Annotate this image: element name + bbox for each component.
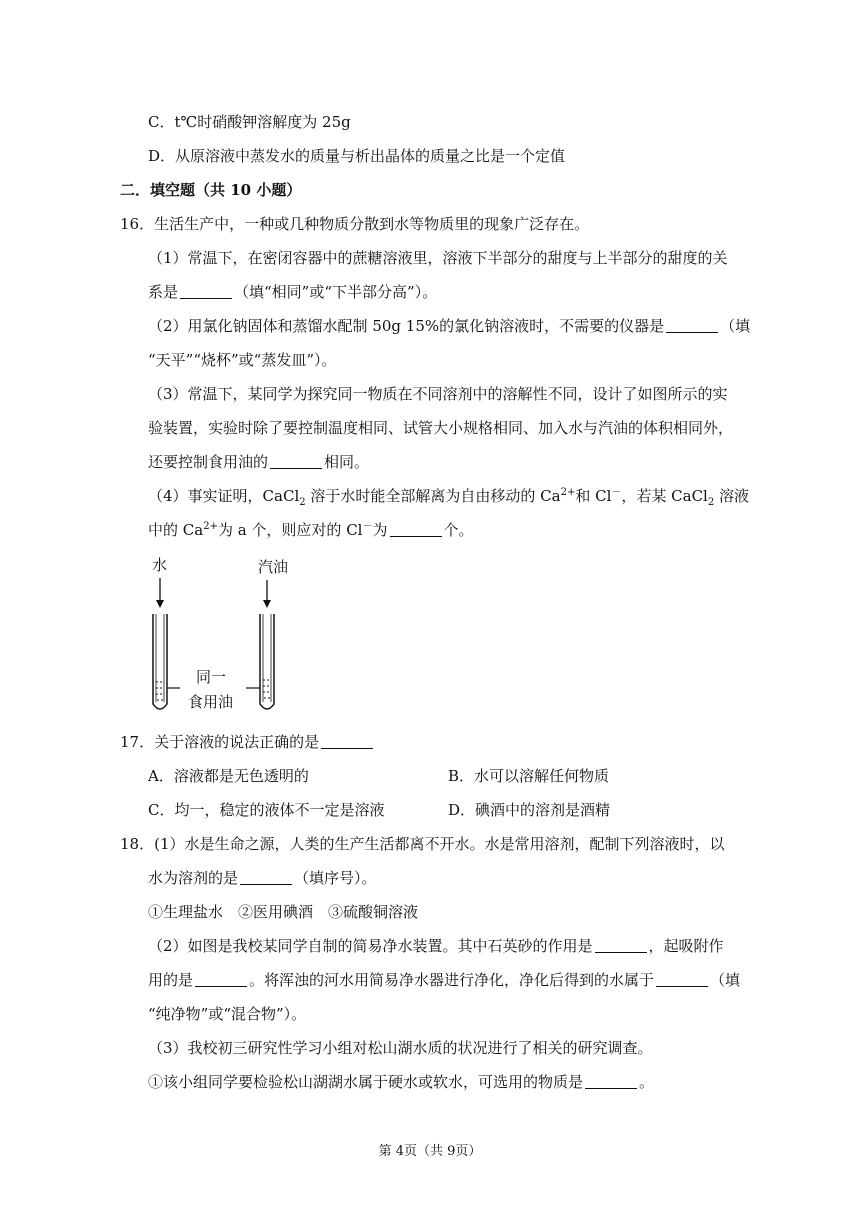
figure-label-oil: 食用油	[188, 693, 234, 711]
answer-blank[interactable]	[390, 522, 442, 537]
q18-part2-line1: （2）如图是我校某同学自制的简易净水装置。其中石英砂的作用是 ，起吸附作	[148, 937, 724, 955]
q16-part4-line2: 中的 $Ca^{2+}$为 a 个，则应对的 Cl－为 个。	[148, 521, 474, 539]
answer-blank[interactable]	[321, 734, 373, 749]
q16-part3-line1: （3）常温下，某同学为探究同一物质在不同溶剂中的溶解性不同，设计了如图所示的实	[148, 385, 728, 403]
q16-part2-line2: “天平”“烧杯”或“蒸发皿”）。	[148, 351, 337, 369]
answer-blank[interactable]	[595, 938, 647, 953]
q17-option-a: A．溶液都是无色透明的	[148, 767, 309, 785]
q18-choices: ①生理盐水 ②医用碘酒 ③硫酸铜溶液	[148, 903, 419, 921]
test-tube-gasoline	[260, 614, 274, 709]
figure-label-gasoline: 汽油	[258, 558, 289, 576]
q17-option-c: C．均一，稳定的液体不一定是溶液	[148, 801, 385, 819]
q16-part1-line2: 系是 （填“相同”或“下半部分高”）。	[148, 283, 438, 301]
q18-part2-line3: “纯净物”或“混合物”）。	[148, 1005, 307, 1023]
answer-blank[interactable]	[195, 972, 247, 987]
q18-part2-line2: 用的是 。将浑浊的河水用简易净水器进行净化，净化后得到的水属于 （填	[148, 971, 741, 989]
section-heading: 二．填空题（共 10 小题）	[120, 181, 302, 199]
q16-part1-line1: （1）常温下，在密闭容器中的蔗糖溶液里，溶液下半部分的甜度与上半部分的甜度的关	[148, 249, 728, 267]
q16-part3-line3: 还要控制食用油的 相同。	[148, 453, 370, 471]
q18-part3-line1: （3）我校初三研究性学习小组对松山湖水质的状况进行了相关的研究调查。	[148, 1039, 653, 1057]
figure-label-same: 同一	[196, 668, 227, 686]
q18-part1-line2: 水为溶剂的是 （填序号）。	[148, 869, 377, 887]
q18-part1-line1: 18．(1）水是生命之源，人类的生产生活都离不开水。水是常用溶剂，配制下列溶液时，以	[120, 835, 725, 853]
arrow-head-water	[156, 600, 164, 608]
q18-part3-sub1: ①该小组同学要检验松山湖湖水属于硬水或软水，可选用的物质是 。	[148, 1073, 655, 1091]
answer-blank[interactable]	[240, 870, 292, 885]
q15-option-d: D．从原溶液中蒸发水的质量与析出晶体的质量之比是一个定值	[148, 147, 566, 165]
answer-blank[interactable]	[656, 972, 708, 987]
answer-blank[interactable]	[585, 1074, 637, 1089]
q15-option-c: C．t℃时硝酸钾溶解度为 25g	[148, 113, 351, 131]
oil-layer-gasoline-tube	[263, 680, 271, 698]
q17-option-b: B．水可以溶解任何物质	[448, 767, 610, 785]
q16-part4-line1: （4）事实证明，CaCl$_2$ 溶于水时能全部解离为自由移动的 $Ca^{2+}$和 Cl－，若某 CaCl$_2$ 溶液	[148, 487, 750, 508]
test-tube-figure	[140, 552, 310, 722]
answer-blank[interactable]	[270, 454, 322, 469]
q17-option-d: D．碘酒中的溶剂是酒精	[448, 801, 611, 819]
arrow-head-gasoline	[263, 600, 271, 608]
figure-label-water: 水	[152, 556, 168, 574]
q16-part2-line1: （2）用氯化钠固体和蒸馏水配制 50g 15%的氯化钠溶液时，不需要的仪器是 （填	[148, 317, 751, 335]
page-footer: 第 4页（共 9页）	[378, 1144, 482, 1159]
q16-stem: 16．生活生产中，一种或几种物质分散到水等物质里的现象广泛存在。	[120, 215, 590, 233]
answer-blank[interactable]	[180, 284, 232, 299]
oil-layer-water-tube	[156, 682, 164, 700]
q16-part3-line2: 验装置，实验时除了要控制温度相同、试管大小规格相同、加入水与汽油的体积相同外，	[148, 419, 734, 437]
test-tube-water	[153, 614, 167, 709]
q17-stem: 17．关于溶液的说法正确的是	[120, 732, 375, 752]
answer-blank[interactable]	[666, 318, 718, 333]
